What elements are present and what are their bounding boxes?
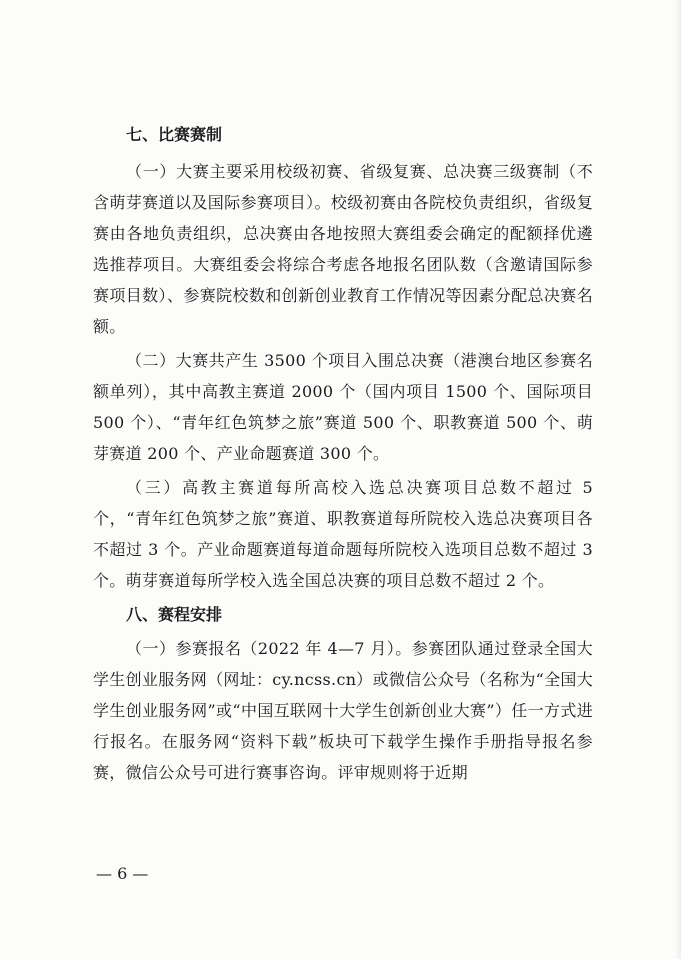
section-8-heading: 八、赛程安排	[126, 605, 223, 624]
section-7-paragraph-3: （三）高教主赛道每所高校入选总决赛项目总数不超过 5 个，“青年红色筑梦之旅”赛道、职教赛道每所院校入选总决赛项目各不超过 3 个。产业命题赛道每道命题每所院校入选项目总数不超过 3 个。萌芽赛道每所学校入选全国总决赛的项目总数不超过 2 个。	[93, 478, 593, 590]
section-7-paragraph-1: （一）大赛主要采用校级初赛、省级复赛、总决赛三级赛制（不含萌芽赛道以及国际参赛项目）。校级初赛由各院校负责组织，省级复赛由各地负责组织，总决赛由各地按照大赛组委会确定的配额择优遴选推荐项目。大赛组委会将综合考虑各地报名团队数（含邀请国际参赛项目数）、参赛院校数和创新创业教育工作情况等因素分配总决赛名额。	[93, 162, 593, 336]
section-8-paragraph-1: （一）参赛报名（2022 年 4—7 月）。参赛团队通过登录全国大学生创业服务网（网址：cy.ncss.cn）或微信公众号（名称为“全国大学生创业服务网”或“中国互联网十大学生创新创业大赛”）任一方式进行报名。在服务网“资料下载”板块可下载学生操作手册指导报名参赛，微信公众号可进行赛事咨询。评审规则将于近期	[93, 639, 593, 782]
page-number: — 6 —	[96, 864, 149, 883]
section-7-heading: 七、比赛赛制	[126, 125, 223, 144]
scan-edge-shadow	[675, 0, 681, 959]
page-content	[93, 119, 593, 788]
section-7-paragraph-2: （二）大赛共产生 3500 个项目入围总决赛（港澳台地区参赛名额单列），其中高教主赛道 2000 个（国内项目 1500 个、国际项目 500 个）、“青年红色筑梦之旅”赛道 500 个、职教赛道 500 个、萌芽赛道 200 个、产业命题赛道 300 个。	[93, 351, 593, 463]
